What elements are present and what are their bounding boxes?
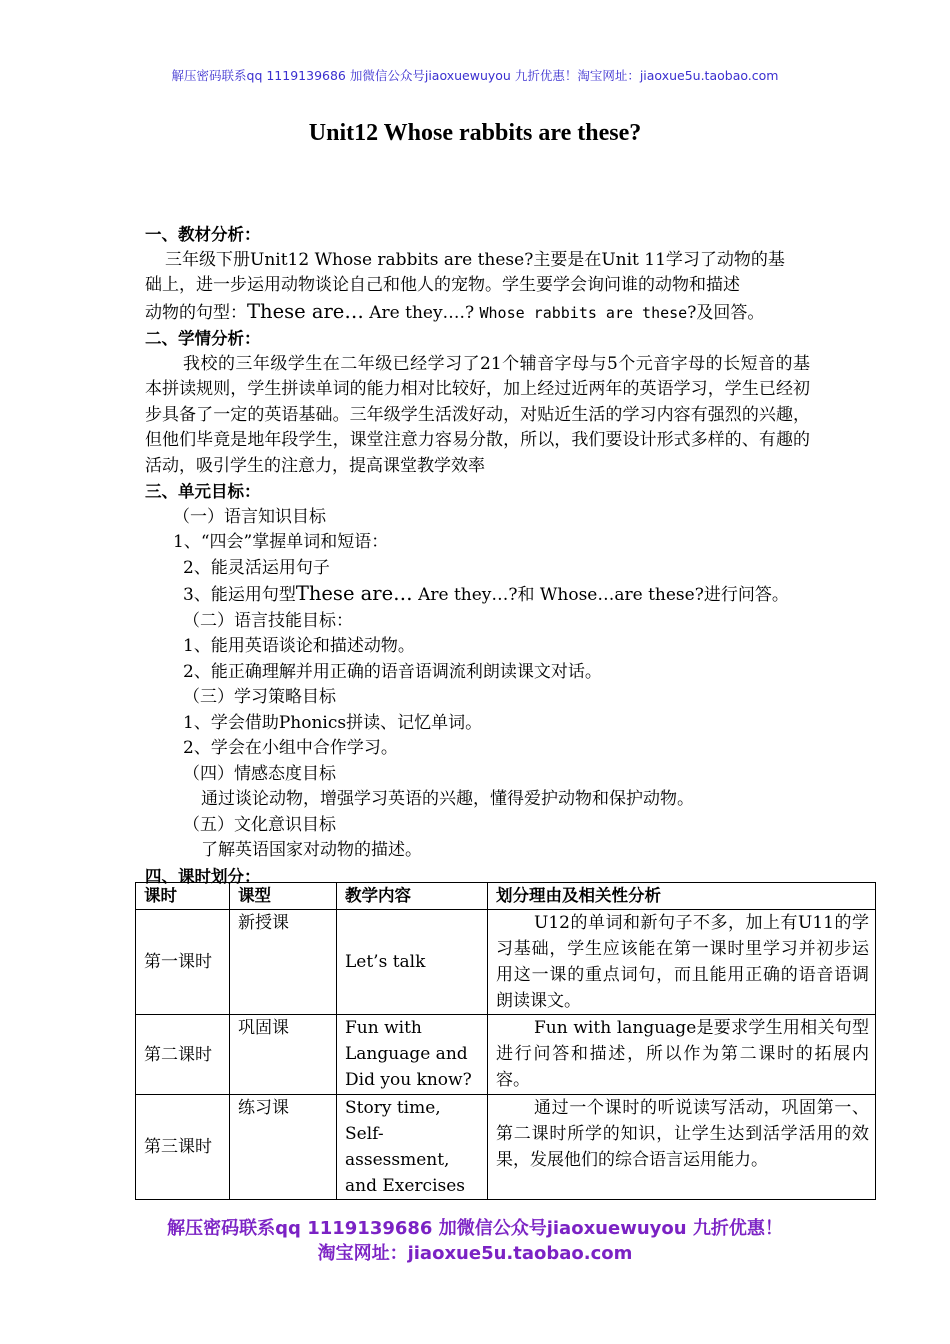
period-cell: 第三课时 bbox=[136, 1095, 230, 1200]
column-header: 课时 bbox=[136, 883, 230, 910]
table-row bbox=[136, 1095, 876, 1200]
goal-item: 1、学会借助Phonics拼读、记忆单词。 bbox=[183, 712, 483, 733]
goal-group-knowledge: （一）语言知识目标 bbox=[173, 506, 326, 527]
page-title: Unit12 Whose rabbits are these? bbox=[308, 120, 642, 146]
analysis-tail: ?及回答。 bbox=[687, 302, 765, 323]
analysis-line-3 bbox=[145, 299, 810, 327]
table-row bbox=[136, 1015, 876, 1095]
section-heading-students: 二、学情分析： bbox=[145, 329, 261, 348]
reason-cell: Fun with language是要求学生用相关句型进行问答和描述，所以作为第二课时的拓展内容。 bbox=[488, 1015, 876, 1095]
goal-group-culture: （五）文化意识目标 bbox=[183, 814, 336, 835]
reason-cell: 通过一个课时的听说读写活动，巩固第一、第二课时所学的知识，让学生达到活学活用的效果，发展他们的综合语言运用能力。 bbox=[488, 1095, 876, 1200]
goal-group-strategy: （三）学习策略目标 bbox=[183, 687, 336, 707]
period-cell: 第一课时 bbox=[136, 910, 230, 1015]
footer-line-1: 解压密码联系qq 1119139686 加微信公众号jiaoxuewuyou 九折优惠！ bbox=[167, 1218, 783, 1239]
content-cell: Story time, Self-assessment, and Exercises bbox=[337, 1095, 488, 1200]
type-cell: 练习课 bbox=[230, 1095, 337, 1200]
header-banner: 解压密码联系qq 1119139686 加微信公众号jiaoxuewuyou 九折优惠！淘宝网址：jiaoxue5u.taobao.com bbox=[171, 68, 779, 83]
column-header: 划分理由及相关性分析 bbox=[488, 883, 876, 910]
type-cell: 新授课 bbox=[230, 910, 337, 1015]
document-body bbox=[145, 222, 810, 889]
analysis-text: 动物的句型： bbox=[145, 302, 247, 323]
column-header: 教学内容 bbox=[337, 883, 488, 910]
goal-text: Are they…?和 Whose…are these?进行问答。 bbox=[412, 585, 789, 605]
goal-item: 2、能灵活运用句子 bbox=[183, 557, 330, 578]
footer-line-2: 淘宝网址：jiaoxue5u.taobao.com bbox=[317, 1243, 633, 1264]
content-cell: Let’s talk bbox=[337, 910, 488, 1015]
section-heading-goals: 三、单元目标： bbox=[145, 482, 261, 501]
type-cell: 巩固课 bbox=[230, 1015, 337, 1095]
sentence-pattern-2: Are they….? bbox=[363, 302, 480, 323]
goal-item: 1、能用英语谈论和描述动物。 bbox=[183, 636, 415, 656]
goal-group-skills: （二）语言技能目标： bbox=[183, 610, 353, 631]
sentence-pattern: These are… bbox=[247, 299, 364, 323]
content-cell: Fun with Language and Did you know? bbox=[337, 1015, 488, 1095]
reason-cell: U12的单词和新句子不多，加上有U11的学习基础，学生应该能在第一课时里学习并初步运用这一课的重点词句，而且能用正确的语音语调朗读课文。 bbox=[488, 910, 876, 1015]
table-header-row bbox=[136, 883, 876, 910]
section-heading-analysis: 一、教材分析： bbox=[145, 225, 261, 244]
analysis-line-2: 础上，进一步运用动物谈论自己和他人的宠物。学生要学会询问谁的动物和描述 bbox=[145, 275, 740, 295]
goal-item: 2、学会在小组中合作学习。 bbox=[183, 738, 398, 758]
goal-item bbox=[145, 581, 810, 609]
goal-item: 了解英语国家对动物的描述。 bbox=[201, 840, 422, 860]
footer-banner bbox=[0, 1216, 950, 1266]
goal-text: 3、能运用句型 bbox=[183, 585, 296, 605]
sentence-pattern: These are… bbox=[295, 582, 413, 605]
analysis-line-1: 三年级下册Unit12 Whose rabbits are these?主要是在Unit 11学习了动物的基 bbox=[165, 249, 785, 270]
period-cell: 第二课时 bbox=[136, 1015, 230, 1095]
table-row bbox=[136, 910, 876, 1015]
column-header: 课型 bbox=[230, 883, 337, 910]
goal-item: 2、能正确理解并用正确的语音语调流利朗读课文对话。 bbox=[183, 661, 602, 682]
goal-group-attitude: （四）情感态度目标 bbox=[183, 763, 336, 784]
section-heading-periods: 四、课时划分： bbox=[145, 866, 261, 886]
goal-item: 通过谈论动物，增强学习英语的兴趣，懂得爱护动物和保护动物。 bbox=[201, 789, 694, 809]
goal-item: 1、“四会”掌握单词和短语： bbox=[173, 532, 389, 552]
period-table bbox=[135, 882, 876, 1200]
students-paragraph: 我校的三年级学生在二年级已经学习了21个辅音字母与5个元音字母的长短音的基本拼读规则，学生拼读单词的能力相对比较好，加上经过近两年的英语学习，学生已经初步具备了一定的英语基础。三年级学生活泼好动，对贴近生活的学习内容有强烈的兴趣，但他们毕竟是地年段学生，课堂注意力容易分散，所以，我们要设计形式多样的、有趣的活动，吸引学生的注意力，提高课堂教学效率 bbox=[145, 353, 810, 476]
sentence-pattern-3: Whose rabbits are these bbox=[479, 303, 688, 322]
